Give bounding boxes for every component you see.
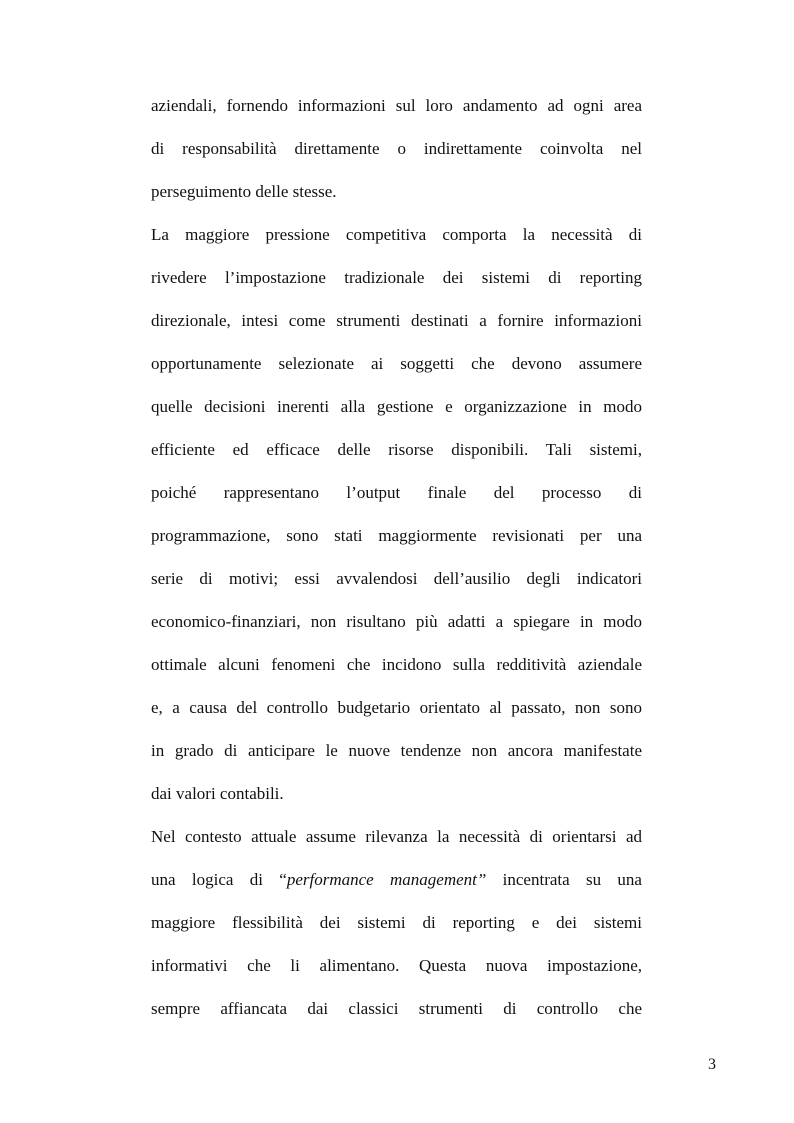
text-line: efficiente ed efficace delle risorse disponibili. Tali sistemi, xyxy=(151,440,642,459)
text-line: in grado di anticipare le nuove tendenze non ancora manifestate xyxy=(151,741,642,760)
text-line: maggiore flessibilità dei sistemi di reporting e dei sistemi xyxy=(151,913,642,932)
text-line-with-emphasis xyxy=(151,866,642,909)
text-line: La maggiore pressione competitiva comporta la necessità di xyxy=(151,225,642,244)
text-line: dai valori contabili. xyxy=(151,784,284,803)
text-line: aziendali, fornendo informazioni sul loro andamento ad ogni area xyxy=(151,96,642,115)
page-number: 3 xyxy=(708,1056,716,1073)
text-line: ottimale alcuni fenomeni che incidono sulla redditività aziendale xyxy=(151,655,642,674)
text-line: quelle decisioni inerenti alla gestione e organizzazione in modo xyxy=(151,397,642,416)
text-line: opportunamente selezionate ai soggetti che devono assumere xyxy=(151,354,642,373)
text-line: direzionale, intesi come strumenti destinati a fornire informazioni xyxy=(151,311,642,330)
text-line: informativi che li alimentano. Questa nuova impostazione, xyxy=(151,956,642,975)
text-line: perseguimento delle stesse. xyxy=(151,182,337,201)
text-line: di responsabilità direttamente o indirettamente coinvolta nel xyxy=(151,139,642,158)
text-line: Nel contesto attuale assume rilevanza la necessità di orientarsi ad xyxy=(151,827,642,846)
text-line: sempre affiancata dai classici strumenti di controllo che xyxy=(151,999,642,1018)
text-line: programmazione, sono stati maggiormente revisionati per una xyxy=(151,526,642,545)
text-line: e, a causa del controllo budgetario orientato al passato, non sono xyxy=(151,698,642,717)
emphasized-term: performance management” xyxy=(286,870,487,889)
text-line: rivedere l’impostazione tradizionale dei sistemi di reporting xyxy=(151,268,642,287)
text-line: economico-finanziari, non risultano più adatti a spiegare in modo xyxy=(151,612,642,631)
body-text xyxy=(151,92,642,1038)
text-fragment: una logica di “ xyxy=(151,870,287,889)
text-line: serie di motivi; essi avvalendosi dell’ausilio degli indicatori xyxy=(151,569,642,588)
text-fragment: incentrata su una xyxy=(486,870,642,889)
text-line: poiché rappresentano l’output finale del processo di xyxy=(151,483,642,502)
